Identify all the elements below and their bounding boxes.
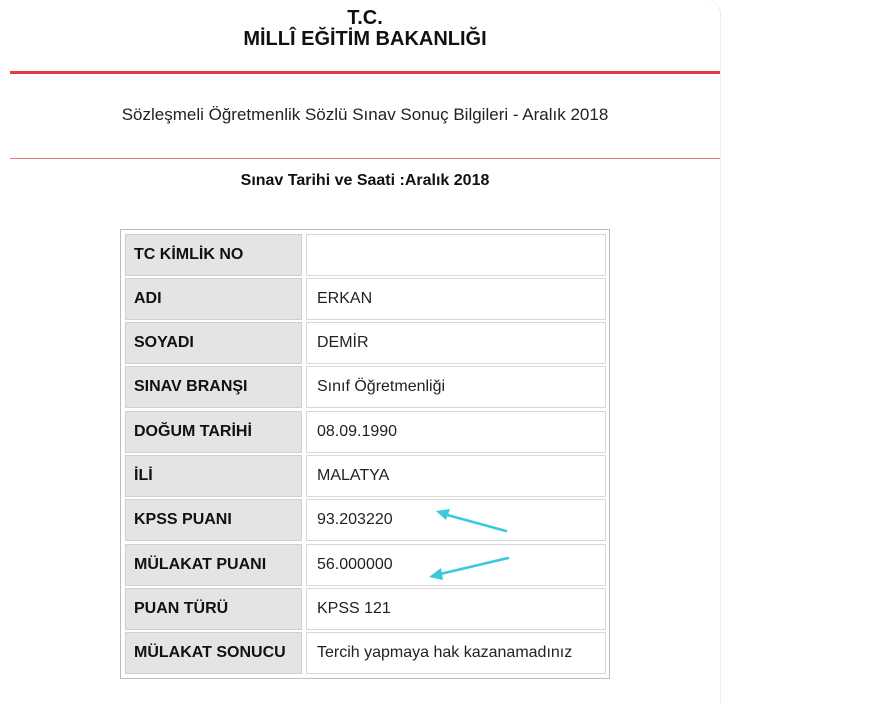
row-value: ERKAN — [306, 278, 606, 320]
table-row — [125, 632, 606, 674]
row-label: PUAN TÜRÜ — [125, 588, 302, 630]
header-line-tc: T.C. — [347, 7, 383, 29]
row-label: MÜLAKAT SONUCU — [125, 632, 302, 674]
row-value: 08.09.1990 — [306, 411, 606, 453]
table-row — [125, 544, 606, 586]
table-row — [125, 455, 606, 497]
table-row — [125, 588, 606, 630]
row-label: DOĞUM TARİHİ — [125, 411, 302, 453]
row-value: 93.203220 — [306, 499, 606, 541]
row-value: DEMİR — [306, 322, 606, 364]
ministry-header — [0, 8, 730, 50]
row-label: İLİ — [125, 455, 302, 497]
page-subtitle: Sözleşmeli Öğretmenlik Sözlü Sınav Sonuç Bilgileri - Aralık 2018 — [121, 105, 609, 124]
table-row — [125, 499, 606, 541]
table-row — [125, 411, 606, 453]
row-label: TC KİMLİK NO — [125, 234, 302, 276]
row-label: KPSS PUANI — [125, 499, 302, 541]
row-value — [306, 234, 606, 276]
row-value: 56.000000 — [306, 544, 606, 586]
table-row — [125, 366, 606, 408]
row-label: SOYADI — [125, 322, 302, 364]
row-label: MÜLAKAT PUANI — [125, 544, 302, 586]
table-row — [125, 322, 606, 364]
table-row — [125, 278, 606, 320]
result-table — [120, 229, 610, 679]
subtitle-divider — [10, 158, 720, 159]
header-line-ministry: MİLLÎ EĞİTİM BAKANLIĞI — [243, 28, 487, 50]
row-value: KPSS 121 — [306, 588, 606, 630]
exam-date-line: Sınav Tarihi ve Saati :Aralık 2018 — [240, 172, 490, 189]
row-value: MALATYA — [306, 455, 606, 497]
row-value: Sınıf Öğretmenliği — [306, 366, 606, 408]
header-divider — [10, 71, 720, 74]
row-value: Tercih yapmaya hak kazanamadınız — [306, 632, 606, 674]
row-label: SINAV BRANŞI — [125, 366, 302, 408]
table-row — [125, 234, 606, 276]
row-label: ADI — [125, 278, 302, 320]
